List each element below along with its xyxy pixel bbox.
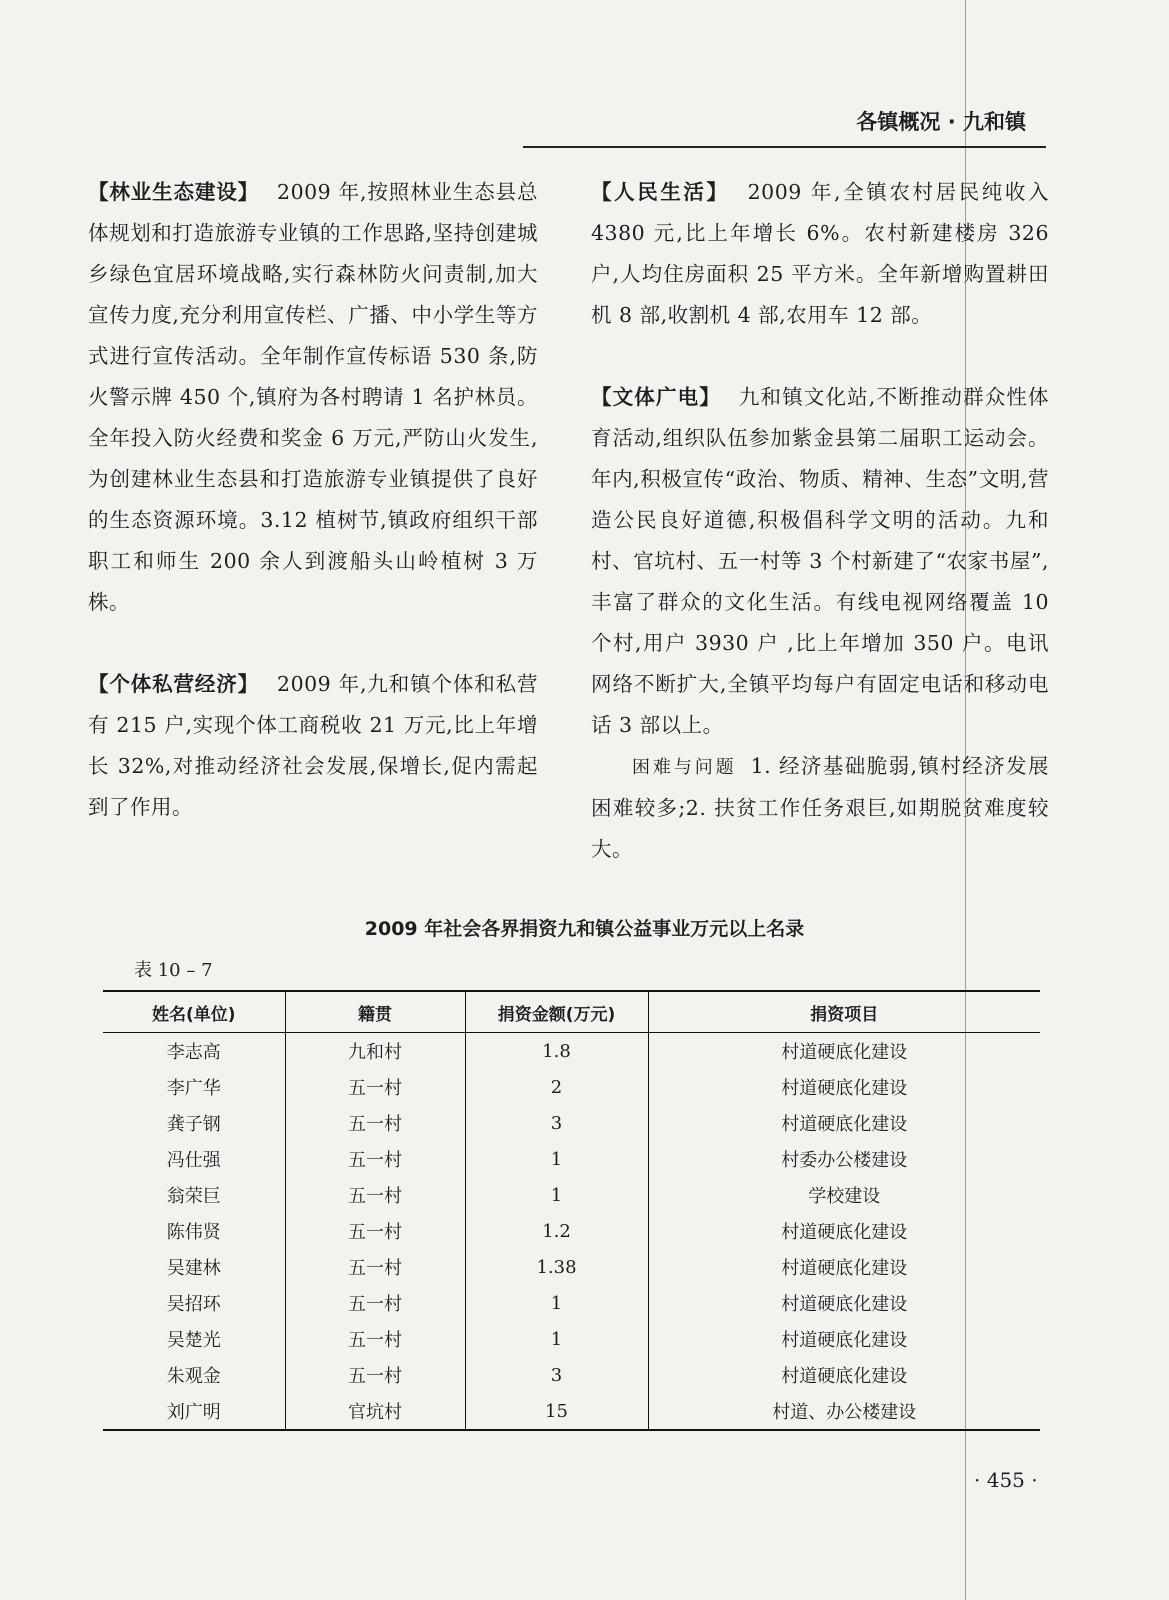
table-row bbox=[103, 1033, 1040, 1070]
cell-origin: 五一村 bbox=[285, 1249, 465, 1285]
cell-project: 村道硬底化建设 bbox=[781, 1258, 908, 1279]
cell-name: 吴建林 bbox=[103, 1249, 285, 1285]
header-name: 姓名(单位) bbox=[103, 991, 285, 1033]
cell-amount: 1.38 bbox=[465, 1249, 648, 1285]
cell-project: 村委办公楼建设 bbox=[781, 1150, 908, 1171]
cell-origin: 五一村 bbox=[285, 1177, 465, 1213]
section-title: 【人民生活】 bbox=[591, 180, 730, 204]
section-body: 2009 年,按照林业生态县总体规划和打造旅游专业镇的工作思路,坚持创建城乡绿色宜居环境战略,实行森林防火问责制,加大宣传力度,充分利用宣传栏、广播、中小学生等方式进行宣传活动。全年制作宣传标语 530 条,防火警示牌 450 个,镇府为各村聘请 1 名护林员。全年投入防火经费和奖金 6 万元,严防山火发生,为创建林业生态县和打造旅游专业镇提供了良好的生态资源环境。3.12 植树节,镇政府组织干部职工和师生 200 余人到渡船头山岭植树 3 万株。 bbox=[88, 180, 539, 614]
table-label: 表 10 – 7 bbox=[134, 960, 213, 981]
cell-origin: 五一村 bbox=[285, 1141, 465, 1177]
header-project: 捐资项目 bbox=[648, 991, 1040, 1033]
cell-project: 学校建设 bbox=[808, 1186, 881, 1207]
section-title: 【文体广电】 bbox=[591, 385, 721, 409]
table-row bbox=[103, 1393, 1040, 1430]
cell-name: 龚子钢 bbox=[103, 1105, 285, 1141]
cell-name: 朱观金 bbox=[103, 1357, 285, 1393]
section-title: 【林业生态建设】 bbox=[88, 180, 260, 204]
running-header: 各镇概况 · 九和镇 bbox=[856, 110, 1026, 134]
cell-project: 村道硬底化建设 bbox=[781, 1042, 908, 1063]
table-title: 2009 年社会各界捐资九和镇公益事业万元以上名录 bbox=[364, 918, 805, 940]
cell-name: 翁荣巨 bbox=[103, 1177, 285, 1213]
cell-amount: 1.8 bbox=[465, 1033, 648, 1070]
cell-project: 村道、办公楼建设 bbox=[648, 1393, 1040, 1430]
problems-label: 困难与问题 bbox=[632, 757, 737, 778]
cell-name: 吴楚光 bbox=[103, 1321, 285, 1357]
header-rule bbox=[523, 146, 1046, 148]
section-body: 九和镇文化站,不断推动群众性体育活动,组织队伍参加紫金县第二届职工运动会。年内,积极宣传“政治、物质、精神、生态”文明,营造公民良好道德,积极倡科学文明的活动。九和村、官坑村、五一村等 3 个村新建了“农家书屋”,丰富了群众的文化生活。有线电视网络覆盖 10 个村,用户 3930 户 ,比上年增加 350 户。电讯网络不断扩大,全镇平均每户有固定电话和移动电话 3 部以上。 bbox=[591, 385, 1050, 737]
section-body: 1. 经济基础脆弱,镇村经济发展困难较多;2. 扶贫工作任务艰巨,如期脱贫难度较大。 bbox=[591, 754, 1050, 861]
cell-name: 吴招环 bbox=[103, 1285, 285, 1321]
cell-name: 刘广明 bbox=[103, 1393, 285, 1430]
cell-origin: 官坑村 bbox=[285, 1393, 465, 1430]
cell-name: 李志高 bbox=[103, 1033, 285, 1070]
cell-name: 冯仕强 bbox=[103, 1141, 285, 1177]
table-row bbox=[103, 1249, 1040, 1285]
cell-amount: 1 bbox=[465, 1177, 648, 1213]
page-number: · 455 · bbox=[974, 1468, 1038, 1492]
table-row bbox=[103, 1141, 1040, 1177]
section-private-economy bbox=[88, 664, 538, 828]
cell-project: 村道硬底化建设 bbox=[781, 1366, 908, 1387]
cell-amount: 1 bbox=[465, 1285, 648, 1321]
cell-origin: 五一村 bbox=[285, 1357, 465, 1393]
table-row bbox=[103, 1285, 1040, 1321]
cell-amount: 3 bbox=[465, 1357, 648, 1393]
cell-name: 李广华 bbox=[103, 1069, 285, 1105]
cell-origin: 五一村 bbox=[285, 1285, 465, 1321]
cell-amount: 1.2 bbox=[465, 1213, 648, 1249]
header-origin: 籍贯 bbox=[285, 991, 465, 1033]
cell-amount: 1 bbox=[465, 1141, 648, 1177]
table-row bbox=[103, 1069, 1040, 1105]
table-header-row bbox=[103, 991, 1040, 1033]
cell-amount: 2 bbox=[465, 1069, 648, 1105]
cell-origin: 五一村 bbox=[285, 1321, 465, 1357]
table-row bbox=[103, 1177, 1040, 1213]
table-row bbox=[103, 1105, 1040, 1141]
cell-origin: 五一村 bbox=[285, 1105, 465, 1141]
cell-amount: 1 bbox=[465, 1321, 648, 1357]
cell-origin: 五一村 bbox=[285, 1213, 465, 1249]
cell-amount: 15 bbox=[465, 1393, 648, 1430]
cell-name: 陈伟贤 bbox=[103, 1213, 285, 1249]
section-body: 2009 年,九和镇个体和私营有 215 户,实现个体工商税收 21 万元,比上年增长 32%,对推动经济社会发展,保增长,促内需起到了作用。 bbox=[88, 672, 539, 819]
section-problems bbox=[591, 746, 1049, 870]
section-body: 2009 年,全镇农村居民纯收入 4380 元,比上年增长 6%。农村新建楼房 326 户,人均住房面积 25 平方米。全年新增购置耕田机 8 部,收割机 4 部,农用车 12 部。 bbox=[591, 180, 1050, 327]
cell-project: 村道硬底化建设 bbox=[781, 1330, 908, 1351]
table-row bbox=[103, 1213, 1040, 1249]
section-title: 【个体私营经济】 bbox=[88, 672, 260, 696]
donor-table bbox=[103, 990, 1040, 1431]
section-culture-sports bbox=[591, 377, 1049, 746]
cell-project: 村道硬底化建设 bbox=[781, 1078, 908, 1099]
section-forestry bbox=[88, 172, 538, 623]
section-people-life bbox=[591, 172, 1049, 336]
left-column bbox=[88, 172, 538, 828]
cell-project: 村道硬底化建设 bbox=[781, 1114, 908, 1135]
cell-project: 村道硬底化建设 bbox=[781, 1222, 908, 1243]
cell-amount: 3 bbox=[465, 1105, 648, 1141]
cell-origin: 五一村 bbox=[285, 1069, 465, 1105]
table-row bbox=[103, 1321, 1040, 1357]
table-row bbox=[103, 1357, 1040, 1393]
header-amount: 捐资金额(万元) bbox=[465, 991, 648, 1033]
right-column bbox=[591, 172, 1049, 870]
cell-project: 村道硬底化建设 bbox=[781, 1294, 908, 1315]
cell-origin: 九和村 bbox=[285, 1033, 465, 1070]
